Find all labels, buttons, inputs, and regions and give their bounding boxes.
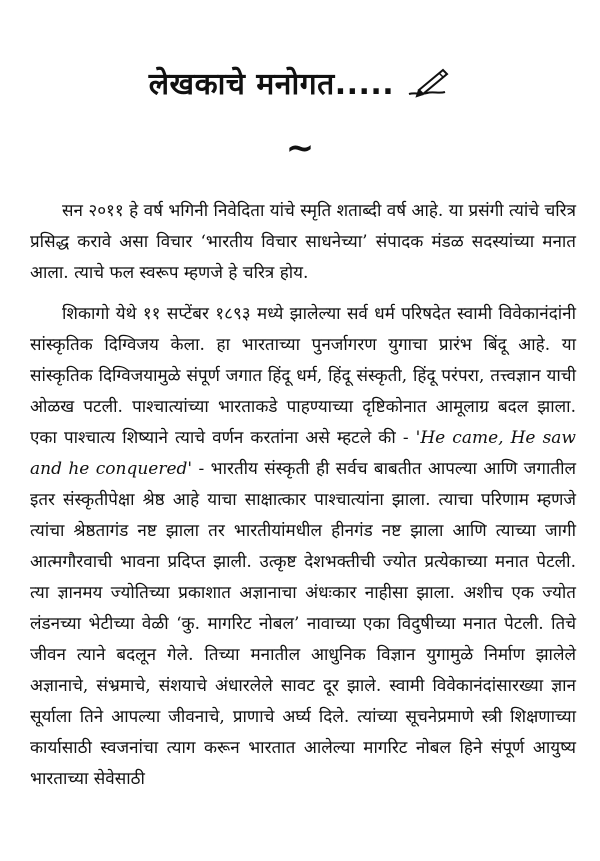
paragraph-2-after: - भारतीय संस्कृती ही सर्वच बाबतीत आपल्या आणि जगातील इतर संस्कृतीपेक्षा श्रेष्ठ आहे याचा साक्षात्कार पाश्चात्यांना झाला. त्याचा परिणाम म्हणजे त्यांचा श्रेष्ठतागंड नष्ट झाला तर भारतीयांमधील हीनगंड नष्ट झाला आणि त्याच्या जागी आत्मगौरवाची भावना प्रदिप्त झाली. उत्कृष्ट देशभक्तीची ज्योत प्रत्येकाच्या मनात पेटली. त्या ज्ञानमय ज्योतिच्या प्रकाशात अज्ञानाचा अंधःकार नाहीसा झाला. अशीच एक ज्योत लंडनच्या भेटीच्या वेळी ‘कु. मागरिट नोबल’ नावाच्या एका विदुषीच्या मनात पेटली. तिचे जीवन त्याने बदलून गेले. तिच्या मनातील आधुनिक विज्ञान युगामुळे निर्माण झालेले अज्ञानाचे, संभ्रमाचे, संशयाचे अंधारलेले सावट दूर झाले. स्वामी विवेकानंदांसारख्या ज्ञान सूर्याला तिने आपल्या जीवनाचे, प्राणाचे अर्घ्य दिले. त्यांच्या सूचनेप्रमाणे स्त्री शिक्षणाच्या कार्यासाठी स्वजनांचा त्याग करून भारतात आलेल्या मागरिट नोबल हिने संपूर्ण आयुष्य भारताच्या सेवेसाठी bbox=[30, 459, 577, 789]
english-quote: 'He came, He saw and he conquered' bbox=[30, 428, 576, 479]
page-header bbox=[0, 62, 600, 103]
paragraph-2 bbox=[30, 299, 576, 795]
page-title: लेखकाचे मनोगत..... bbox=[148, 67, 395, 102]
title-ornament: ~ bbox=[285, 128, 315, 168]
pen-writing-icon bbox=[405, 64, 451, 102]
paragraph-1: सन २०११ हे वर्ष भगिनी निवेदिता यांचे स्मृति शताब्दी वर्ष आहे. या प्रसंगी त्यांचे चरित्र प्रसिद्ध करावे असा विचार ‘भारतीय विचार साधनेच्या’ संपादक मंडळ सदस्यांच्या मनात आला. त्याचे फल स्वरूप म्हणजे हे चरित्र होय. bbox=[30, 201, 576, 283]
preface-body bbox=[30, 196, 576, 805]
paragraph-2-before: शिकागो येथे ११ सप्टेंबर १८९३ मध्ये झालेल्या सर्व धर्म परिषदेत स्वामी विवेकानंदांनी सांस्कृतिक दिग्विजय केला. हा भारताच्या पुनर्जागरण युगाचा प्रारंभ बिंदू आहे. या सांस्कृतिक दिग्विजयामुळे संपूर्ण जगात हिंदू धर्म, हिंदू संस्कृती, हिंदू परंपरा, तत्त्वज्ञान याची ओळख पटली. पाश्चात्यांच्या भारताकडे पाहण्याच्या दृष्टिकोनात आमूलाग्र बदल झाला. एका पाश्चात्य शिष्याने त्याचे वर्णन करतांना असे म्हटले की - bbox=[30, 304, 576, 448]
